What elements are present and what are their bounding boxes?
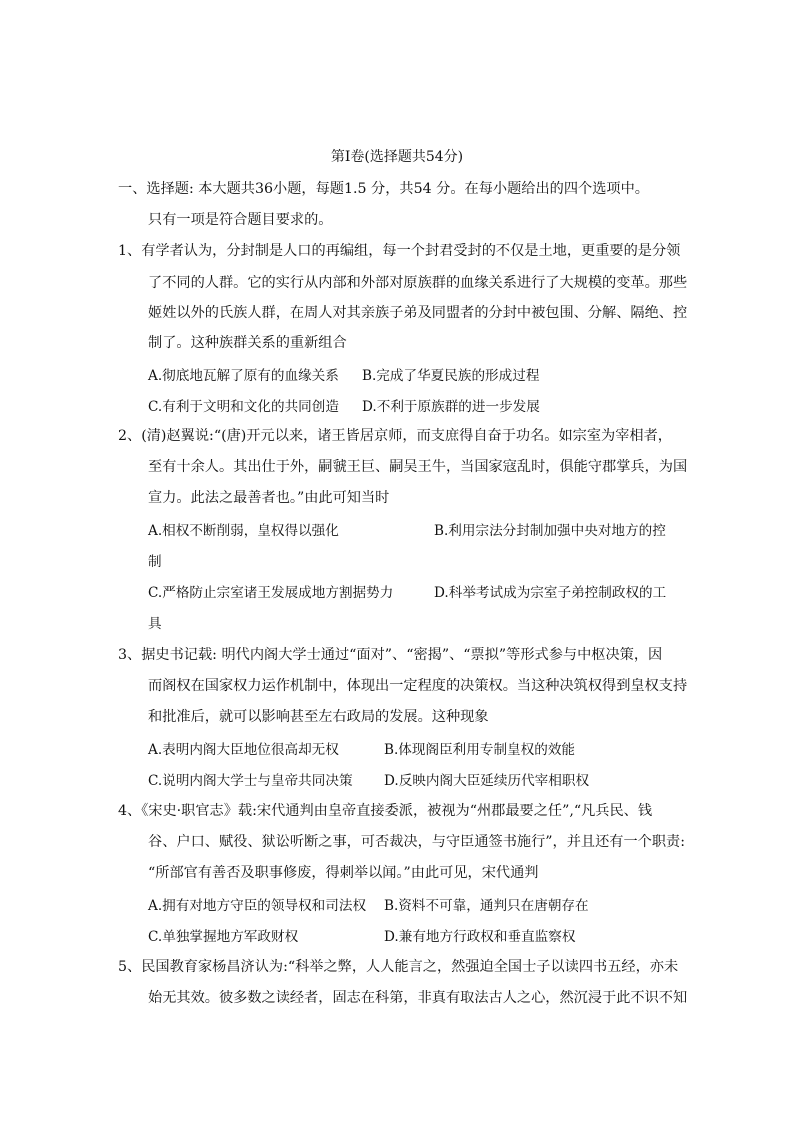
question-2-option-b: B.利用宗法分封制加强中央对地方的控 [434,523,666,539]
question-2-line-1: 2、(清)赵翼说:“(唐)开元以来，诸王皆居京师，而支庶得自奋于功名。如宗室为宰相者， [118,428,672,444]
question-4-option-d: D.兼有地方行政权和垂直监察权 [384,929,576,945]
question-1-line-1: 1、有学者认为，分封制是人口的再编组，每一个封君受封的不仅是土地，更重要的是分领 [118,243,681,259]
question-1-line-4: 制了。这种族群关系的重新组合 [148,335,347,351]
question-2-option-c: C.严格防止宗室诸王发展成地方割据势力 [148,585,394,601]
question-3-line-2: 而阁权在国家权力运作机制中，体现出一定程度的决策权。当这种决筑权得到皇权支持 [148,678,688,694]
question-1-option-a: A.彻底地瓦解了原有的血缘关系 [148,368,339,384]
question-2-line-3: 宣力。此法之最善者也。”由此可知当时 [148,490,390,506]
question-1-option-c: C.有利于文明和文化的共同创造 [148,399,339,415]
question-3-option-a: A.表明内阁大臣地位很高却无权 [148,742,339,758]
question-2-option-d-continued: 具 [148,616,162,632]
question-5-line-1: 5、民国教育家杨昌济认为:“科举之弊，人人能言之，然强迫全国士子以读四书五经，亦未 [118,959,679,975]
question-4-option-c: C.单独掌握地方军政财权 [148,929,299,945]
question-4-option-a: A.拥有对地方守臣的领导权和司法权 [148,898,367,914]
question-1-line-2: 了不同的人群。它的实行从内部和外部对原族群的血缘关系进行了大规模的变革。那些 [148,275,688,291]
question-5-line-2: 始无其效。彼多数之读经者，固志在科第，非真有取法古人之心，然沉浸于此不识不知 [148,990,688,1006]
question-4-line-1: 4、《宋史·职官志》载:宋代通判由皇帝直接委派，被视为“州郡最要之任”,“凡兵民、钱 [118,803,653,819]
question-4-line-3: “所部官有善否及职事修废，得刺举以闻。”由此可见，宋代通判 [148,865,539,881]
section-heading-line-2: 只有一项是符合题目要求的。 [148,212,333,228]
question-1-option-b: B.完成了华夏民族的形成过程 [362,368,540,384]
question-1-line-3: 姬姓以外的氏族人群，在周人对其亲族子弟及同盟者的分封中被包围、分解、隔绝、控 [148,305,688,321]
question-3-line-3: 和批准后，就可以影响甚至左右政局的发展。这种现象 [148,709,489,725]
question-3-line-1: 3、据史书记载: 明代内阁大学士通过“面对”、“密揭”、“票拟”等形式参与中枢决策，因 [118,647,663,663]
question-4-option-b: B.资料不可靠，通判只在唐朝存在 [384,898,589,914]
page-title: 第Ⅰ卷(选择题共54分) [330,149,464,165]
question-4-line-2: 谷、户口、赋役、狱讼听断之事，可否裁决，与守臣通签书施行”，并且还有一个职责: [148,834,685,850]
question-2-option-a: A.相权不断削弱，皇权得以强化 [148,523,339,539]
question-2-option-d: D.科举考试成为宗室子弟控制政权的工 [434,585,667,601]
question-2-line-2: 至有十余人。其出仕于外，嗣虢王巨、嗣吴王牛，当国家寇乱时，俱能守郡掌兵，为国 [148,459,688,475]
question-1-option-d: D.不利于原族群的进一步发展 [362,399,540,415]
section-heading-line-1: 一、选择题: 本大题共36小题，每题1.5 分，共54 分。在每小题给出的四个选项中。 [118,181,649,197]
question-2-option-b-continued: 制 [148,554,162,570]
question-3-option-b: B.体现阁臣利用专制皇权的效能 [384,742,576,758]
question-3-option-c: C.说明内阁大学士与皇帝共同决策 [148,773,353,789]
question-3-option-d: D.反映内阁大臣延续历代宰相职权 [384,773,590,789]
